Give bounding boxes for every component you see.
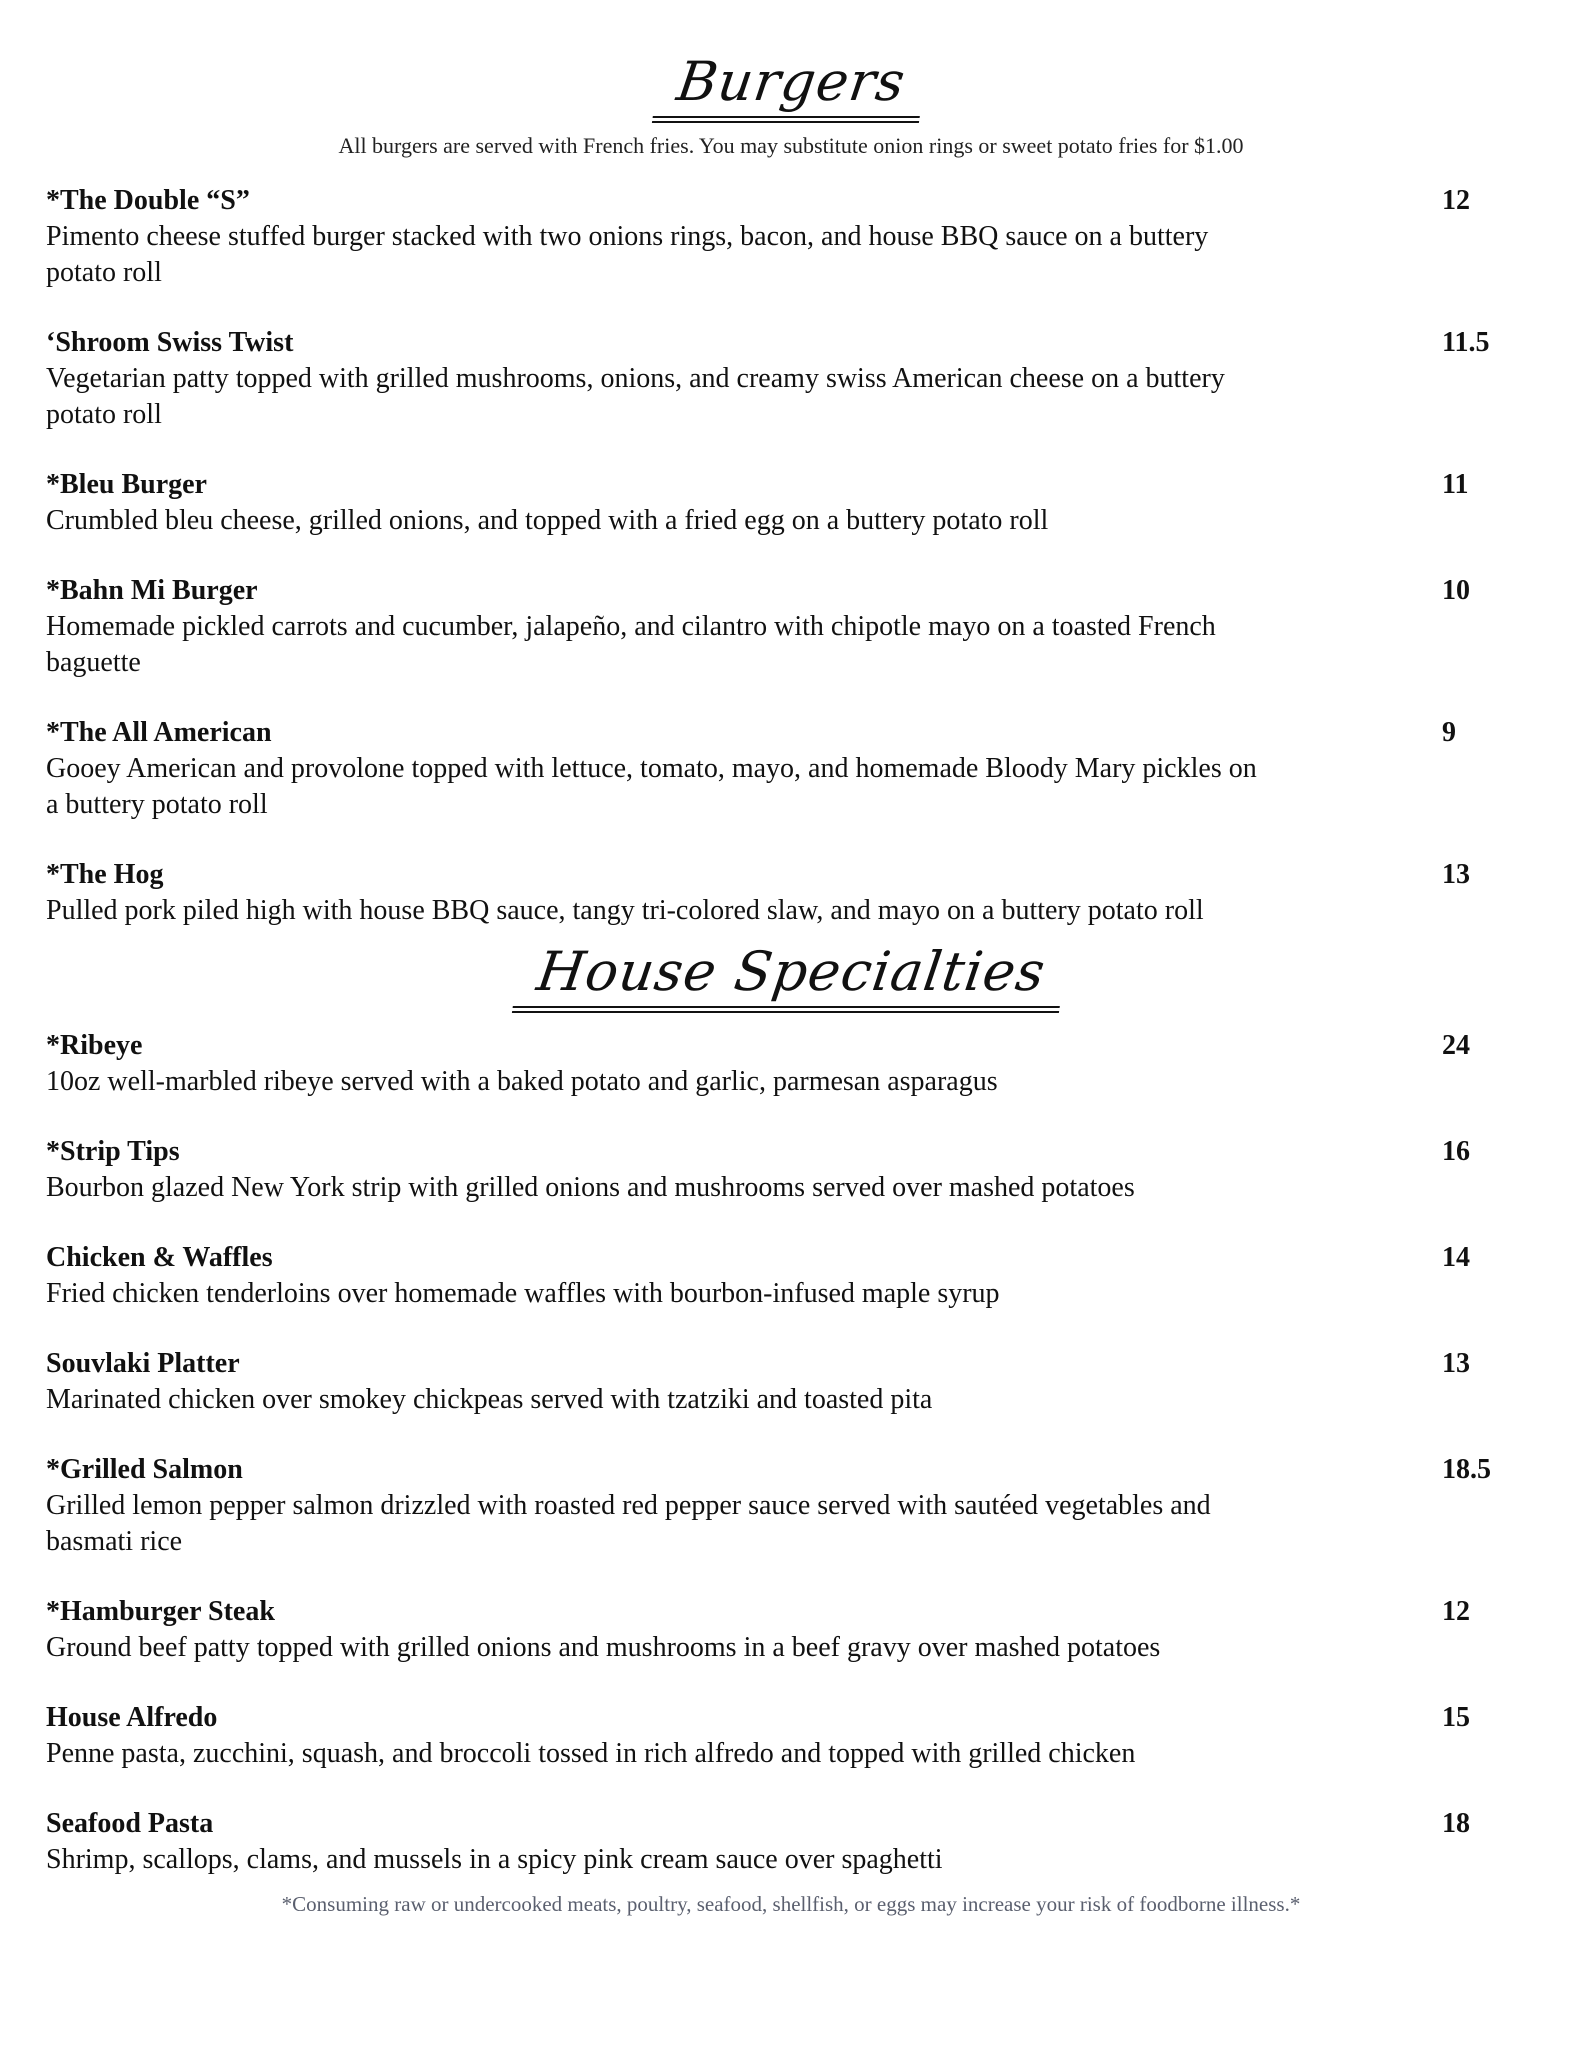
item-name: *The Hog [46,859,164,890]
burgers-title-text: Burgers [652,50,930,123]
item-description: Bourbon glazed New York strip with grilled onions and mushrooms served over mashed potatoes [46,1172,1135,1203]
burgers-list [46,183,1506,963]
item-price: 11 [1442,469,1469,500]
item-name: *The All American [46,717,272,748]
foodborne-illness-disclaimer: *Consuming raw or undercooked meats, poultry, seafood, shellfish, or eggs may increase your risk of foodborne illness.* [281,1892,1301,1916]
item-name: *Strip Tips [46,1136,180,1167]
menu-item [46,573,1506,681]
menu-item [46,1594,1506,1666]
menu-item [46,183,1506,291]
burgers-subtitle: All burgers are served with French fries. You may substitute onion rings or sweet potato fries for $1.00 [338,133,1244,158]
menu-item [46,715,1506,823]
item-price: 16 [1442,1136,1470,1167]
specialties-list [46,1028,1506,1912]
item-description: Shrimp, scallops, clams, and mussels in a spicy pink cream sauce over spaghetti [46,1844,943,1875]
item-name: Seafood Pasta [46,1808,214,1839]
item-description: Grilled lemon pepper salmon drizzled with roasted red pepper sauce served with sautéed vegetables and basmati rice [46,1490,1211,1557]
menu-item [46,325,1506,433]
menu-item [46,1028,1506,1100]
specialties-title [0,940,1582,1013]
item-price: 13 [1442,1348,1470,1379]
item-description: Pimento cheese stuffed burger stacked with two onions rings, bacon, and house BBQ sauce on a buttery potato roll [46,221,1209,288]
item-description: Marinated chicken over smokey chickpeas served with tzatziki and toasted pita [46,1384,933,1415]
item-price: 13 [1442,859,1470,890]
item-description: Vegetarian patty topped with grilled mushrooms, onions, and creamy swiss American cheese on a buttery potato roll [46,363,1225,430]
item-price: 14 [1442,1242,1470,1273]
item-name: *Hamburger Steak [46,1596,275,1627]
menu-item [46,1134,1506,1206]
item-description: Pulled pork piled high with house BBQ sauce, tangy tri-colored slaw, and mayo on a buttery potato roll [46,895,1204,926]
menu-item [46,1346,1506,1418]
item-name: *Bahn Mi Burger [46,575,258,606]
item-name: Chicken & Waffles [46,1242,273,1273]
item-price: 12 [1442,1596,1470,1627]
item-description: Crumbled bleu cheese, grilled onions, and topped with a fried egg on a buttery potato roll [46,505,1049,536]
item-name: *Grilled Salmon [46,1454,243,1485]
specialties-title-text: House Specialties [512,940,1070,1013]
item-description: Homemade pickled carrots and cucumber, jalapeño, and cilantro with chipotle mayo on a toasted French baguette [46,611,1216,678]
item-description: Penne pasta, zucchini, squash, and broccoli tossed in rich alfredo and topped with grilled chicken [46,1738,1136,1769]
item-price: 11.5 [1442,327,1490,358]
item-name: *The Double “S” [46,185,250,216]
item-name: Souvlaki Platter [46,1348,240,1379]
menu-item [46,1700,1506,1772]
item-name: *Ribeye [46,1030,143,1061]
menu-item [46,857,1506,929]
item-price: 18 [1442,1808,1470,1839]
menu-item [46,1806,1506,1878]
item-name: House Alfredo [46,1702,218,1733]
item-name: ‘Shroom Swiss Twist [46,327,294,358]
item-description: Fried chicken tenderloins over homemade waffles with bourbon-infused maple syrup [46,1278,1000,1309]
item-description: Gooey American and provolone topped with lettuce, tomato, mayo, and homemade Bloody Mary pickles on a buttery potato roll [46,753,1257,820]
menu-item [46,1452,1506,1560]
item-price: 12 [1442,185,1470,216]
item-price: 9 [1442,717,1456,748]
burgers-title [0,50,1582,123]
menu-item [46,1240,1506,1312]
item-description: 10oz well-marbled ribeye served with a baked potato and garlic, parmesan asparagus [46,1066,998,1097]
item-name: *Bleu Burger [46,469,207,500]
item-description: Ground beef patty topped with grilled onions and mushrooms in a beef gravy over mashed potatoes [46,1632,1161,1663]
item-price: 24 [1442,1030,1470,1061]
item-price: 18.5 [1442,1454,1491,1485]
item-price: 10 [1442,575,1470,606]
menu-item [46,467,1506,539]
item-price: 15 [1442,1702,1470,1733]
